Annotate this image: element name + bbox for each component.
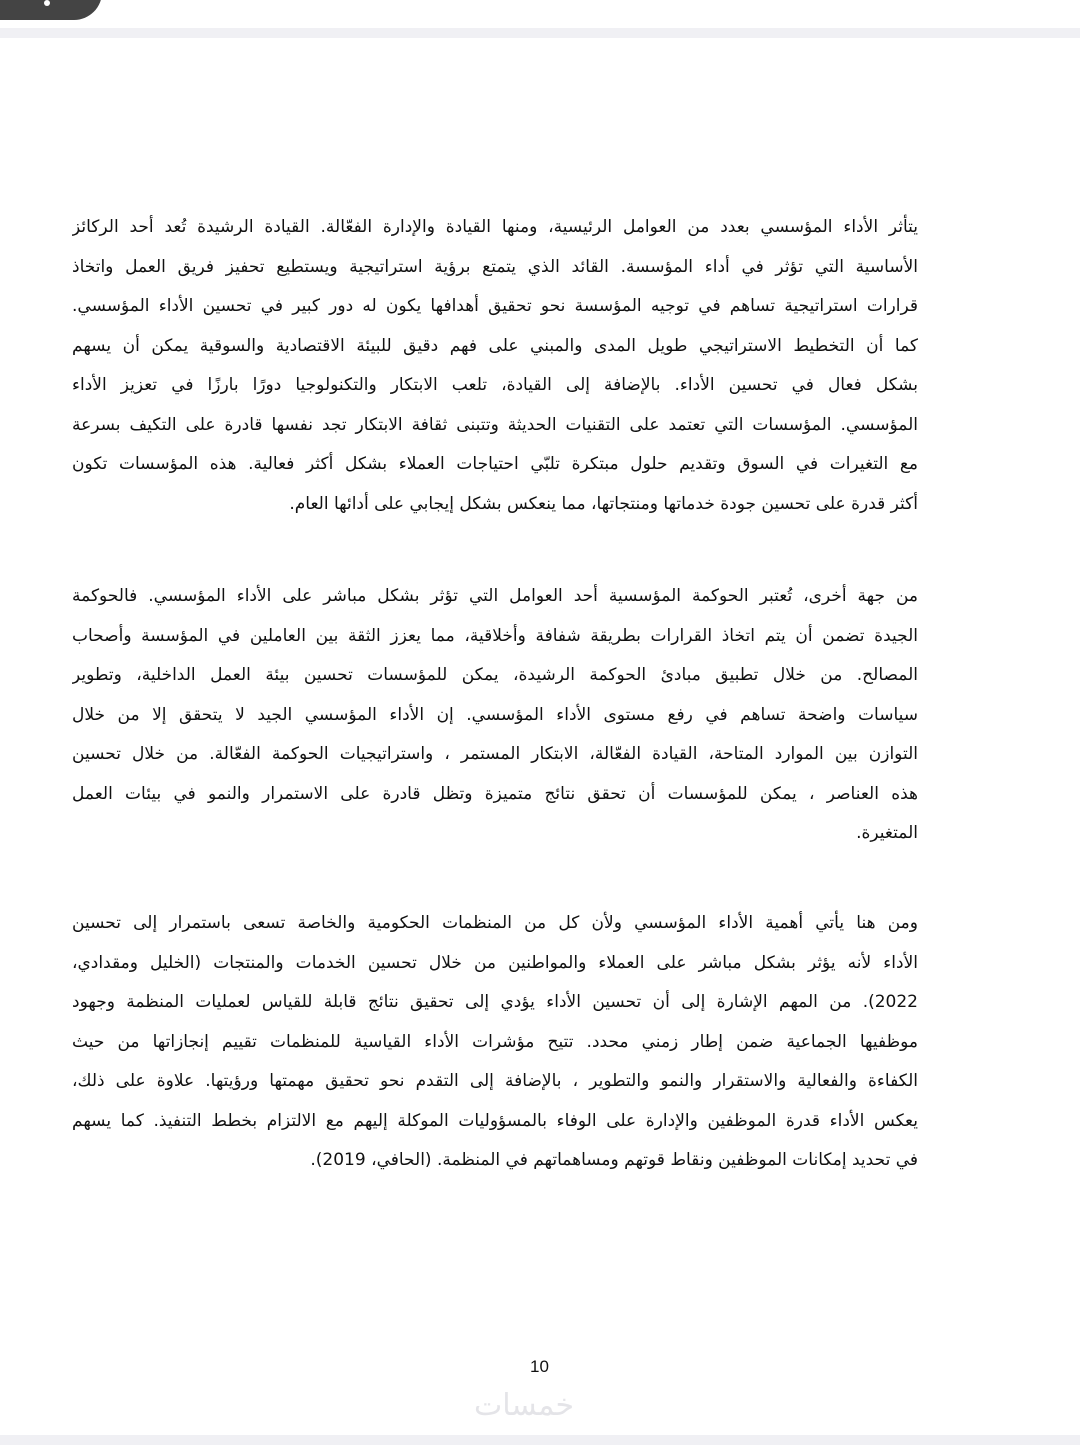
top-toolbar-fragment (0, 0, 102, 20)
text-line: المؤسسي. المؤسسات التي تعتمد على التقنيات الحديثة وتتبنى ثقافة الابتكار تجد نفسها قادرة على التكيف بسرعة (72, 414, 918, 435)
text-line: 2022). من المهم الإشارة إلى أن تحسين الأداء يؤدي إلى تحقيق نتائج قابلة للقياس لعمليات المنظمة وجهود (72, 992, 918, 1012)
text-line: المصالح. من خلال تطبيق مبادئ الحوكمة الرشيدة، يمكن للمؤسسات تحسين بيئة العمل الداخلية، وتطوير (72, 665, 918, 685)
text-line: سياسات واضحة تساهم في رفع مستوى الأداء المؤسسي. إن الأداء المؤسسي الجيد لا يتحقق إلا من خلال (72, 704, 918, 725)
text-line: هذه العناصر ، يمكن للمؤسسات أن تحقق نتائج متميزة وتظل قادرة على الاستمرار والنمو في بيئات العمل (72, 783, 918, 804)
text-line: ومن هنا يأتي أهمية الأداء المؤسسي ولأن كل من المنظمات الحكومية والخاصة تسعى باستمرار إلى تحسين (72, 913, 918, 933)
toolbar-dot-icon (44, 0, 50, 6)
paragraph-governance (72, 577, 918, 854)
text-line: قرارات استراتيجية تساهم في توجيه المؤسسة نحو تحقيق أهدافها يكون له دور كبير في تحسين الأداء المؤسسي. (72, 296, 918, 316)
text-line: أكثر قدرة على تحسين جودة خدماتها ومنتجاتها، مما ينعكس بشكل إيجابي على أدائها العام. (289, 493, 918, 514)
text-line: كما أن التخطيط الاستراتيجي طويل المدى والمبني على فهم دقيق للبيئة الاقتصادية والسوقية يمكن أن يسهم (72, 335, 918, 356)
text-line: يعكس الأداء قدرة الموظفين والإدارة على الوفاء بالمسؤوليات الموكلة إليهم مع الالتزام بخطط التنفيذ. كما يسهم (72, 1110, 918, 1131)
text-line: مع التغيرات في السوق وتقديم حلول مبتكرة تلبّي احتياجات العملاء بشكل أكثر فعالية. هذه المؤسسات تكون (72, 454, 918, 474)
text-line: الكفاءة والفعالية والاستقرار والنمو والتطوير ، بالإضافة إلى التقدم نحو تحقيق مهمتها ورؤيتها. علاوة على ذلك، (72, 1071, 918, 1091)
watermark-logo: خمسات (474, 1388, 575, 1423)
text-line: الجيدة تضمن أن يتم اتخاذ القرارات بطريقة شفافة وأخلاقية، مما يعزز الثقة بين العاملين في المؤسسة وأصحاب (72, 625, 918, 646)
text-line: المتغيرة. (856, 823, 918, 843)
paragraph-leadership (72, 208, 918, 524)
page-number: 10 (530, 1357, 549, 1376)
text-line: الأداء لأنه يؤثر بشكل مباشر على العملاء والمواطنين من خلال تحسين الخدمات والمنتجات (الخليل ومقدادي، (72, 952, 918, 973)
text-line: موظفيها الجماعية ضمن إطار زمني محدد. تتيح مؤشرات الأداء القياسية للمنظمات تقييم إنجازاتها من حيث (72, 1031, 918, 1052)
paragraph-importance (72, 904, 918, 1181)
page-separator-top (0, 28, 1080, 38)
text-line: الأساسية التي تؤثر في أداء المؤسسة. القائد الذي يتمتع برؤية استراتيجية ويستطيع تحفيز فريق العمل واتخاذ (72, 256, 918, 277)
text-line: في تحديد إمكانات الموظفين ونقاط قوتهم ومساهماتهم في المنظمة. (الحافي، 2019). (310, 1150, 918, 1170)
text-line: يتأثر الأداء المؤسسي بعدد من العوامل الرئيسية، ومنها القيادة والإدارة الفعّالة. القيادة الرشيدة تُعد أحد الركائز (72, 217, 918, 237)
text-line: التوازن بين الموارد المتاحة، القيادة الفعّالة، الابتكار المستمر ، واستراتيجيات الحوكمة الفعّالة. من خلال تحسين (72, 744, 918, 764)
page-separator-bottom (0, 1435, 1080, 1445)
text-line: بشكل فعال في تحسين الأداء. بالإضافة إلى القيادة، تلعب الابتكار والتكنولوجيا دورًا بارزًا في تعزيز الأداء (72, 375, 918, 395)
text-line: من جهة أخرى، تُعتبر الحوكمة المؤسسية أحد العوامل التي تؤثر بشكل مباشر على الأداء المؤسسي. فالحوكمة (72, 586, 918, 606)
